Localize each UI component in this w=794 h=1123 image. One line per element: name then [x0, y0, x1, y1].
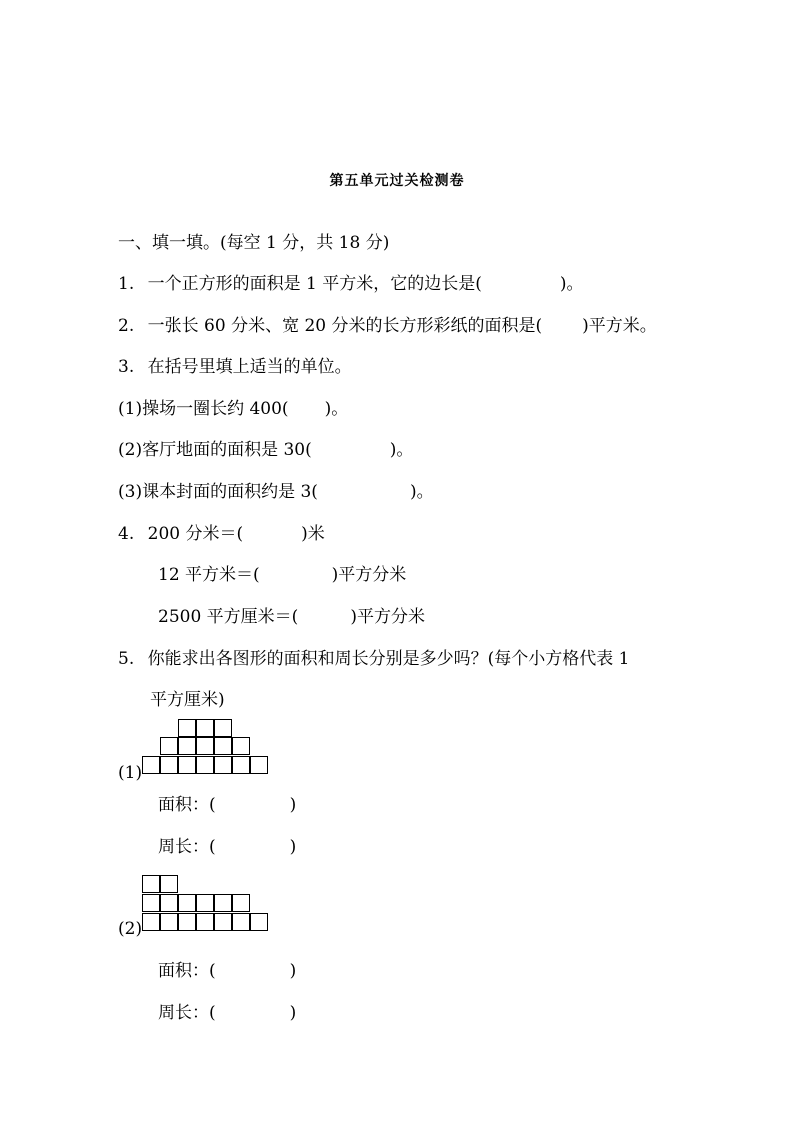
grid-cell: [214, 894, 232, 912]
grid-cell: [214, 737, 232, 755]
grid-cell: [160, 894, 178, 912]
question-number: 1.: [118, 274, 135, 294]
question-4-row-3: [158, 606, 425, 628]
page-title: 第五单元过关检测卷: [329, 173, 465, 189]
figure-2-perimeter: [158, 1002, 296, 1024]
question-text: 在括号里填上适当的单位。: [147, 357, 352, 377]
part-text-end: )。: [389, 440, 414, 460]
grid-cell: [250, 756, 268, 774]
paren-close: ): [289, 795, 297, 815]
figure-1-grid: [142, 719, 272, 775]
question-text-end: )。: [559, 274, 584, 294]
grid-cell: [160, 875, 178, 893]
grid-cell: [142, 875, 160, 893]
figure-2-label: (2): [118, 919, 143, 939]
paren-close: ): [289, 837, 297, 857]
grid-cell: [196, 913, 214, 931]
question-3-part-3: [118, 481, 434, 503]
grid-cell: [232, 756, 250, 774]
grid-cell: [178, 737, 196, 755]
question-5: [118, 648, 630, 670]
part-text: (3)课本封面的面积约是 3(: [118, 482, 318, 502]
question-number: 2.: [118, 316, 135, 336]
grid-cell: [142, 913, 160, 931]
question-number: 5.: [118, 649, 135, 669]
grid-cell: [214, 913, 232, 931]
grid-cell: [178, 913, 196, 931]
conversion-text: 200 分米＝(: [147, 524, 244, 544]
question-1: [118, 273, 584, 295]
question-3-part-2: [118, 439, 413, 461]
grid-cell: [160, 756, 178, 774]
grid-cell: [196, 756, 214, 774]
area-label: 面积：(: [158, 961, 216, 981]
question-5-continued: 平方厘米): [150, 690, 225, 710]
grid-cell: [178, 894, 196, 912]
grid-cell: [232, 737, 250, 755]
figure-1-label: (1): [118, 763, 143, 783]
conversion-unit: )米: [301, 524, 325, 544]
grid-cell: [196, 737, 214, 755]
question-number: 4.: [118, 524, 135, 544]
figure-1-perimeter: [158, 836, 296, 858]
grid-cell: [160, 737, 178, 755]
question-text: 你能求出各图形的面积和周长分别是多少吗？(每个小方格代表 1: [147, 649, 630, 669]
part-text-end: )。: [324, 399, 349, 419]
conversion-unit: )平方分米: [350, 607, 425, 627]
grid-cell: [214, 719, 232, 737]
grid-cell: [196, 894, 214, 912]
grid-cell: [196, 719, 214, 737]
question-4-row-2: [158, 564, 406, 586]
grid-cell: [232, 913, 250, 931]
part-text: (1)操场一圈长约 400(: [118, 399, 289, 419]
grid-cell: [178, 756, 196, 774]
question-text: 一张长 60 分米、宽 20 分米的长方形彩纸的面积是(: [147, 316, 543, 336]
grid-cell: [142, 894, 160, 912]
figure-1-area: [158, 794, 296, 816]
grid-cell: [250, 913, 268, 931]
conversion-text: 12 平方米＝(: [158, 565, 260, 585]
grid-cell: [214, 756, 232, 774]
question-number: 3.: [118, 357, 135, 377]
grid-cell: [232, 894, 250, 912]
question-4-row-1: [118, 523, 325, 545]
part-text-end: )。: [409, 482, 434, 502]
section-header: 一、填一填。(每空 1 分，共 18 分): [118, 233, 390, 253]
conversion-unit: )平方分米: [331, 565, 407, 585]
perimeter-label: 周长：(: [158, 837, 216, 857]
conversion-text: 2500 平方厘米＝(: [158, 607, 299, 627]
question-2: [118, 315, 657, 337]
paren-close: ): [289, 961, 297, 981]
grid-cell: [142, 756, 160, 774]
area-label: 面积：(: [158, 795, 216, 815]
question-3: [118, 356, 352, 378]
question-3-part-1: [118, 398, 348, 420]
grid-cell: [178, 719, 196, 737]
figure-2-grid: [142, 875, 274, 933]
perimeter-label: 周长：(: [158, 1003, 216, 1023]
question-text: 一个正方形的面积是 1 平方米，它的边长是(: [147, 274, 482, 294]
paren-close: ): [289, 1003, 297, 1023]
question-text-end: )平方米。: [582, 316, 657, 336]
part-text: (2)客厅地面的面积是 30(: [118, 440, 312, 460]
figure-2-area: [158, 960, 296, 982]
grid-cell: [160, 913, 178, 931]
